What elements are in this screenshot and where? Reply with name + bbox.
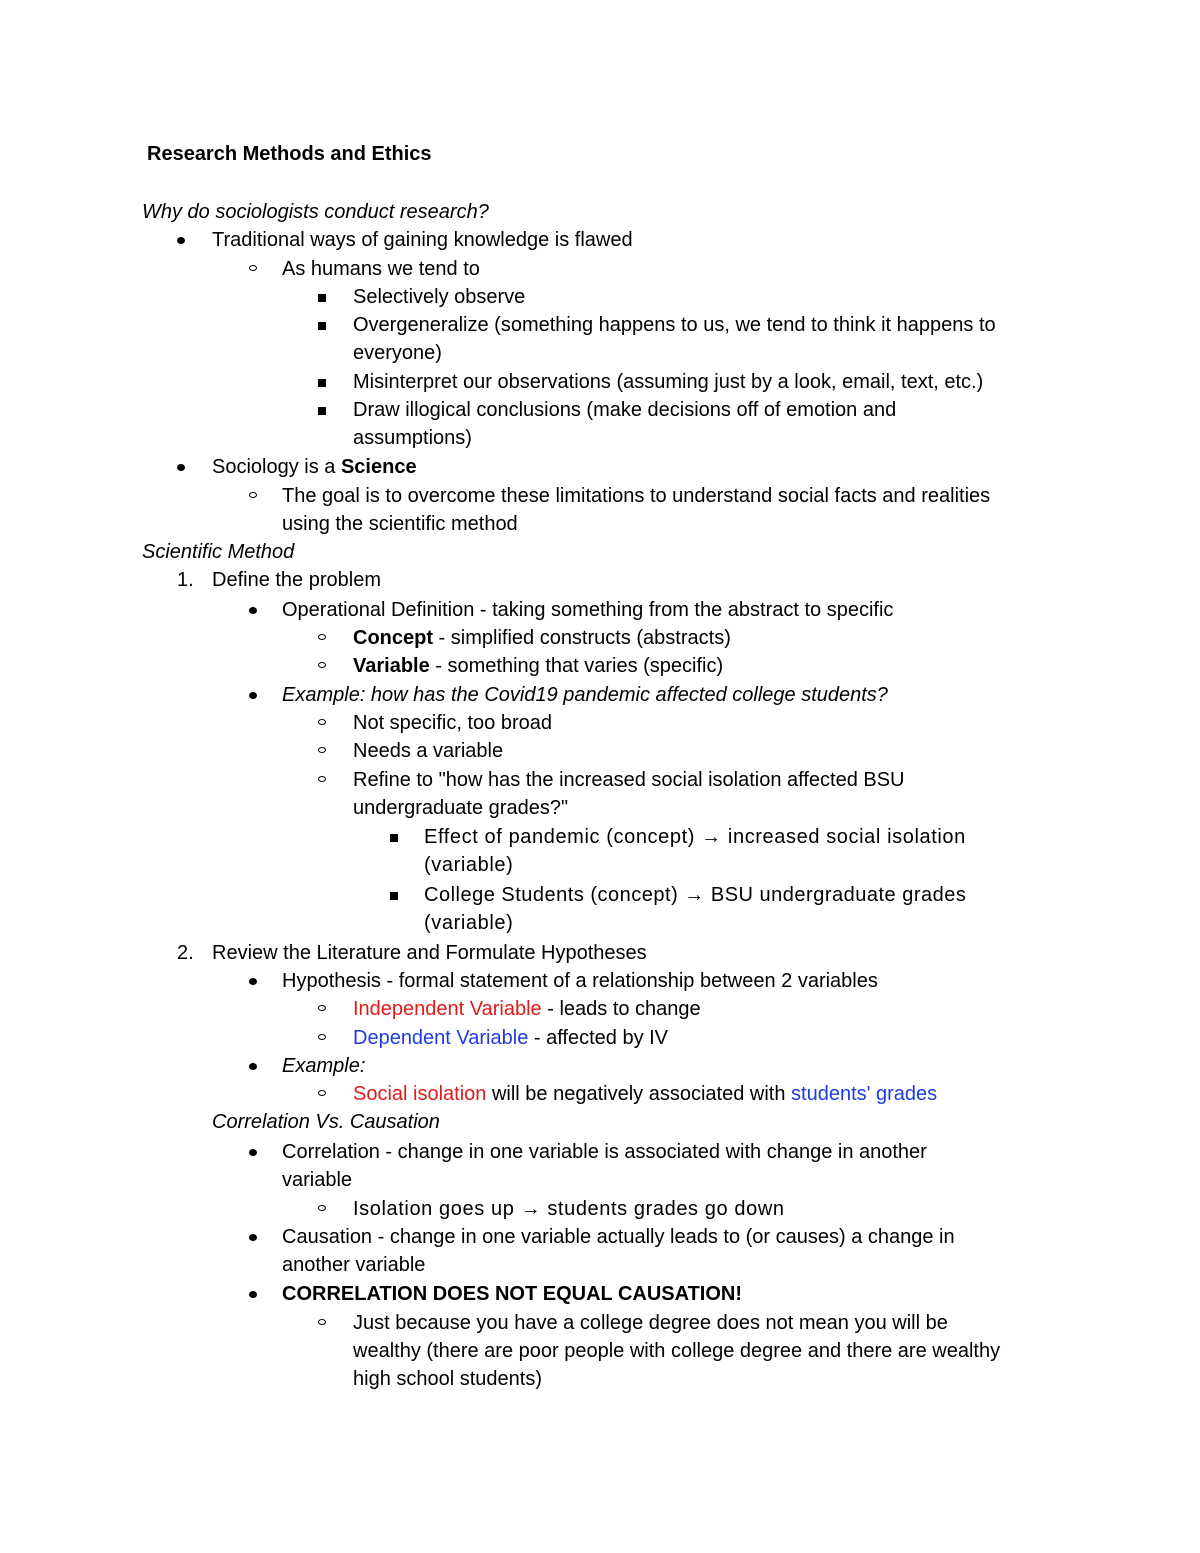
list-item: Example: how has the Covid19 pandemic affected college students? — [282, 684, 888, 706]
bullet-disc-icon — [249, 1063, 257, 1070]
bullet-circle-icon — [318, 1319, 326, 1325]
independent-variable-term: Independent Variable — [353, 998, 542, 1020]
dependent-variable-definition: - affected by IV — [528, 1027, 669, 1049]
list-item — [353, 652, 723, 680]
list-item-continuation: everyone) — [353, 342, 442, 364]
bullet-disc-icon — [177, 464, 185, 471]
page-title: Research Methods and Ethics — [147, 143, 432, 165]
concept-definition: - simplified constructs (abstracts) — [433, 627, 731, 649]
list-item-continuation: another variable — [282, 1254, 426, 1276]
list-item: Isolation goes up → students grades go down — [353, 1198, 785, 1220]
bullet-disc-icon — [249, 607, 257, 614]
concept-term: Concept — [353, 627, 433, 649]
list-item: Example: — [282, 1055, 366, 1077]
bullet-square-icon — [318, 379, 326, 387]
bullet-disc-icon — [177, 237, 185, 244]
list-item: Draw illogical conclusions (make decisions off of emotion and — [353, 399, 897, 421]
bullet-disc-icon — [249, 1291, 257, 1298]
list-item: Hypothesis - formal statement of a relationship between 2 variables — [282, 970, 878, 992]
step-number: 1. — [177, 569, 194, 591]
example-dependent: students' grades — [791, 1083, 938, 1105]
bullet-circle-icon — [318, 747, 326, 753]
list-item-continuation: assumptions) — [353, 427, 472, 449]
example-independent: Social isolation — [353, 1083, 487, 1105]
list-item: College Students (concept) → BSU undergraduate grades — [424, 884, 967, 906]
step-title: Define the problem — [212, 569, 381, 591]
why-heading: Why do sociologists conduct research? — [142, 201, 489, 223]
list-item: Traditional ways of gaining knowledge is flawed — [212, 229, 633, 251]
list-item-continuation: variable — [282, 1169, 353, 1191]
science-term: Science — [340, 456, 417, 478]
bullet-circle-icon — [318, 634, 326, 640]
list-item: Needs a variable — [353, 740, 504, 762]
method-heading: Scientific Method — [142, 541, 295, 563]
independent-variable-definition: - leads to change — [541, 998, 701, 1020]
list-item-continuation: undergraduate grades?" — [353, 797, 569, 819]
step-number: 2. — [177, 942, 194, 964]
list-item-continuation: wealthy (there are poor people with college degree and there are wealthy — [353, 1340, 1001, 1362]
bullet-circle-icon — [318, 776, 326, 782]
list-item: Refine to "how has the increased social isolation affected BSU — [353, 769, 905, 791]
bullet-circle-icon — [249, 265, 257, 271]
bullet-square-icon — [390, 834, 398, 842]
step-title: Review the Literature and Formulate Hypotheses — [212, 942, 647, 964]
bullet-disc-icon — [249, 1234, 257, 1241]
bullet-square-icon — [318, 294, 326, 302]
list-item-continuation: (variable) — [424, 854, 514, 876]
bullet-disc-icon — [249, 1149, 257, 1156]
bullet-circle-icon — [318, 1205, 326, 1211]
bullet-disc-icon — [249, 692, 257, 699]
bullet-circle-icon — [318, 1090, 326, 1096]
science-prefix: Sociology is a — [212, 456, 341, 478]
list-item — [353, 624, 731, 652]
bullet-circle-icon — [318, 662, 326, 668]
correlation-heading: Correlation Vs. Causation — [212, 1111, 440, 1133]
dependent-variable-term: Dependent Variable — [353, 1027, 529, 1049]
list-item: Just because you have a college degree does not mean you will be — [353, 1312, 948, 1334]
bullet-square-icon — [390, 892, 398, 900]
list-item: Operational Definition - taking something from the abstract to specific — [282, 599, 894, 621]
list-item — [353, 1024, 668, 1052]
list-item — [353, 1080, 937, 1108]
bullet-disc-icon — [249, 978, 257, 985]
list-item-continuation: high school students) — [353, 1368, 543, 1390]
bullet-circle-icon — [318, 719, 326, 725]
list-item: Causation - change in one variable actually leads to (or causes) a change in — [282, 1226, 955, 1248]
list-item: Selectively observe — [353, 286, 526, 308]
bullet-square-icon — [318, 322, 326, 330]
list-item: CORRELATION DOES NOT EQUAL CAUSATION! — [282, 1283, 742, 1305]
list-item — [212, 453, 417, 481]
list-item: As humans we tend to — [282, 258, 480, 280]
bullet-circle-icon — [318, 1034, 326, 1040]
list-item: Overgeneralize (something happens to us, we tend to think it happens to — [353, 314, 996, 336]
list-item: Misinterpret our observations (assuming just by a look, email, text, etc.) — [353, 371, 984, 393]
list-item: Not specific, too broad — [353, 712, 552, 734]
list-item: The goal is to overcome these limitations to understand social facts and realities — [282, 485, 991, 507]
list-item: Effect of pandemic (concept) → increased social isolation — [424, 826, 966, 848]
list-item — [353, 995, 701, 1023]
list-item-continuation: (variable) — [424, 912, 514, 934]
variable-definition: - something that varies (specific) — [429, 655, 724, 677]
example-middle: will be negatively associated with — [486, 1083, 792, 1105]
bullet-circle-icon — [249, 492, 257, 498]
list-item-continuation: using the scientific method — [282, 513, 518, 535]
list-item: Correlation - change in one variable is associated with change in another — [282, 1141, 927, 1163]
variable-term: Variable — [353, 655, 430, 677]
bullet-circle-icon — [318, 1005, 326, 1011]
bullet-square-icon — [318, 407, 326, 415]
